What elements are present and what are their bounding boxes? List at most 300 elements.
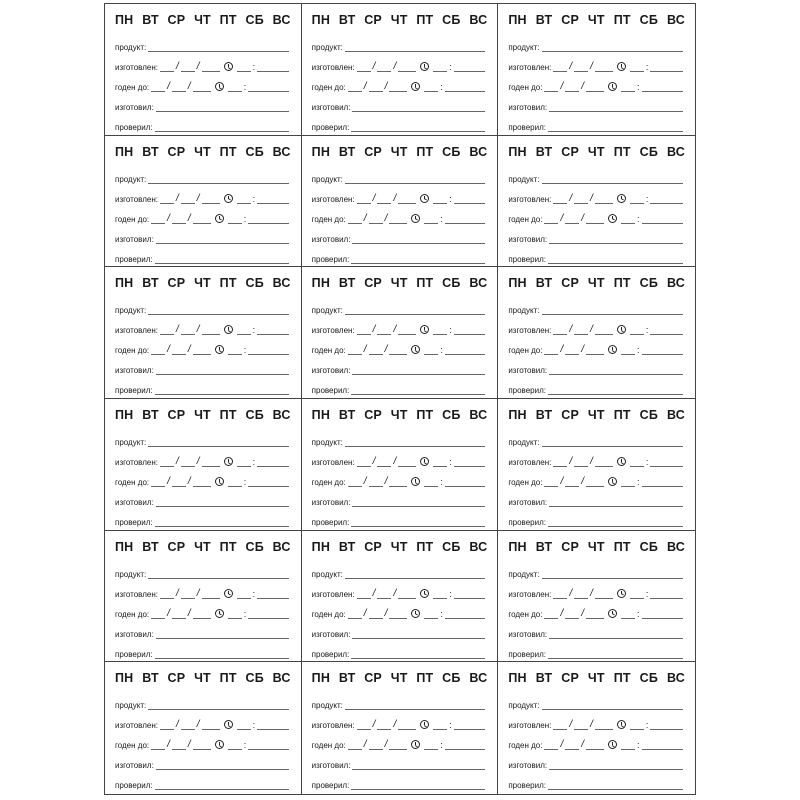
day-field[interactable] (553, 324, 567, 335)
product-field[interactable] (345, 173, 485, 184)
year-field[interactable] (398, 719, 416, 730)
hour-field[interactable] (228, 739, 242, 750)
weekday-2[interactable]: СР (364, 144, 382, 159)
hour-field[interactable] (237, 456, 251, 467)
day-field[interactable] (160, 324, 174, 335)
checked-by-field[interactable] (351, 121, 485, 132)
weekday-1[interactable]: ВТ (142, 276, 159, 291)
weekday-0[interactable]: ПН (311, 13, 331, 27)
minute-field[interactable] (248, 608, 288, 619)
day-field[interactable] (151, 608, 165, 619)
weekday-4[interactable]: ПТ (613, 144, 631, 159)
weekday-2[interactable]: СР (167, 276, 186, 291)
weekday-6[interactable]: ВС (667, 13, 685, 27)
hour-field[interactable] (228, 213, 242, 224)
hour-field[interactable] (433, 324, 447, 335)
year-field[interactable] (586, 81, 604, 92)
hour-field[interactable] (621, 739, 635, 750)
day-field[interactable] (357, 588, 371, 599)
weekday-4[interactable]: ПТ (613, 671, 631, 686)
checked-by-field[interactable] (155, 648, 289, 659)
checked-by-field[interactable] (351, 648, 485, 659)
hour-field[interactable] (237, 324, 251, 335)
product-field[interactable] (148, 568, 288, 579)
month-field[interactable] (565, 81, 579, 92)
product-field[interactable] (345, 568, 485, 579)
weekday-3[interactable]: ЧТ (194, 144, 211, 159)
hour-field[interactable] (630, 456, 644, 467)
year-field[interactable] (202, 324, 220, 335)
month-field[interactable] (377, 193, 391, 204)
made-by-field[interactable] (549, 628, 683, 639)
minute-field[interactable] (248, 476, 288, 487)
day-field[interactable] (357, 61, 371, 72)
hour-field[interactable] (621, 344, 635, 355)
weekday-4[interactable]: ПТ (416, 276, 434, 291)
weekday-3[interactable]: ЧТ (587, 671, 605, 686)
month-field[interactable] (172, 213, 186, 224)
day-field[interactable] (151, 739, 165, 750)
weekday-6[interactable]: ВС (272, 408, 291, 422)
minute-field[interactable] (454, 719, 486, 730)
weekday-5[interactable]: СБ (639, 671, 659, 686)
month-field[interactable] (181, 193, 195, 204)
weekday-0[interactable]: ПН (508, 671, 527, 686)
hour-field[interactable] (630, 719, 644, 730)
weekday-0[interactable]: ПН (311, 539, 331, 554)
minute-field[interactable] (454, 324, 486, 335)
year-field[interactable] (586, 739, 604, 750)
hour-field[interactable] (228, 81, 242, 92)
hour-field[interactable] (424, 344, 438, 355)
product-field[interactable] (542, 304, 683, 315)
product-field[interactable] (148, 436, 288, 447)
product-field[interactable] (542, 41, 683, 52)
weekday-2[interactable]: СР (167, 539, 186, 554)
minute-field[interactable] (445, 213, 485, 224)
month-field[interactable] (377, 61, 391, 72)
year-field[interactable] (202, 719, 220, 730)
day-field[interactable] (553, 588, 567, 599)
weekday-3[interactable]: ЧТ (587, 408, 605, 422)
hour-field[interactable] (228, 476, 242, 487)
minute-field[interactable] (445, 344, 485, 355)
month-field[interactable] (574, 456, 588, 467)
year-field[interactable] (202, 61, 220, 72)
minute-field[interactable] (257, 719, 289, 730)
minute-field[interactable] (445, 739, 485, 750)
day-field[interactable] (544, 476, 558, 487)
day-field[interactable] (544, 81, 558, 92)
minute-field[interactable] (642, 344, 683, 355)
month-field[interactable] (369, 213, 383, 224)
year-field[interactable] (389, 344, 407, 355)
weekday-2[interactable]: СР (561, 276, 579, 291)
made-by-field[interactable] (156, 101, 289, 112)
day-field[interactable] (348, 739, 362, 750)
weekday-3[interactable]: ЧТ (194, 539, 211, 554)
day-field[interactable] (357, 719, 371, 730)
year-field[interactable] (398, 61, 416, 72)
weekday-0[interactable]: ПН (311, 408, 331, 422)
hour-field[interactable] (237, 588, 251, 599)
made-by-field[interactable] (156, 364, 289, 375)
weekday-6[interactable]: ВС (667, 671, 685, 686)
checked-by-field[interactable] (351, 384, 485, 395)
weekday-6[interactable]: ВС (667, 276, 685, 291)
weekday-1[interactable]: ВТ (535, 276, 553, 291)
day-field[interactable] (348, 344, 362, 355)
weekday-0[interactable]: ПН (311, 276, 331, 291)
made-by-field[interactable] (549, 233, 683, 244)
weekday-2[interactable]: СР (364, 539, 382, 554)
month-field[interactable] (369, 739, 383, 750)
checked-by-field[interactable] (155, 121, 289, 132)
weekday-4[interactable]: ПТ (219, 539, 237, 554)
month-field[interactable] (172, 344, 186, 355)
weekday-2[interactable]: СР (364, 408, 382, 422)
weekday-1[interactable]: ВТ (338, 13, 356, 27)
made-by-field[interactable] (549, 759, 683, 770)
day-field[interactable] (544, 608, 558, 619)
weekday-3[interactable]: ЧТ (587, 276, 605, 291)
year-field[interactable] (398, 324, 416, 335)
weekday-4[interactable]: ПТ (219, 408, 237, 422)
weekday-4[interactable]: ПТ (613, 408, 631, 422)
weekday-4[interactable]: ПТ (613, 276, 631, 291)
made-by-field[interactable] (352, 101, 485, 112)
made-by-field[interactable] (352, 364, 485, 375)
year-field[interactable] (398, 456, 416, 467)
month-field[interactable] (565, 608, 579, 619)
year-field[interactable] (389, 739, 407, 750)
made-by-field[interactable] (156, 233, 289, 244)
weekday-0[interactable]: ПН (115, 671, 134, 686)
hour-field[interactable] (228, 344, 242, 355)
month-field[interactable] (574, 719, 588, 730)
weekday-1[interactable]: ВТ (338, 144, 356, 159)
weekday-2[interactable]: СР (167, 408, 186, 422)
minute-field[interactable] (257, 588, 289, 599)
year-field[interactable] (595, 61, 613, 72)
year-field[interactable] (193, 81, 211, 92)
product-field[interactable] (148, 699, 288, 710)
hour-field[interactable] (621, 81, 635, 92)
product-field[interactable] (345, 304, 485, 315)
weekday-5[interactable]: СБ (442, 671, 461, 686)
weekday-2[interactable]: СР (364, 671, 382, 686)
weekday-3[interactable]: ЧТ (587, 13, 605, 27)
hour-field[interactable] (630, 193, 644, 204)
minute-field[interactable] (257, 456, 289, 467)
month-field[interactable] (181, 324, 195, 335)
hour-field[interactable] (630, 588, 644, 599)
weekday-5[interactable]: СБ (245, 671, 264, 686)
minute-field[interactable] (445, 476, 485, 487)
minute-field[interactable] (650, 456, 683, 467)
product-field[interactable] (345, 699, 485, 710)
weekday-6[interactable]: ВС (272, 276, 291, 291)
minute-field[interactable] (650, 193, 683, 204)
day-field[interactable] (348, 476, 362, 487)
month-field[interactable] (369, 608, 383, 619)
hour-field[interactable] (228, 608, 242, 619)
hour-field[interactable] (237, 719, 251, 730)
weekday-0[interactable]: ПН (115, 13, 134, 27)
weekday-3[interactable]: ЧТ (390, 539, 408, 554)
month-field[interactable] (172, 608, 186, 619)
hour-field[interactable] (237, 61, 251, 72)
year-field[interactable] (193, 608, 211, 619)
day-field[interactable] (357, 324, 371, 335)
hour-field[interactable] (424, 81, 438, 92)
minute-field[interactable] (650, 588, 683, 599)
day-field[interactable] (151, 213, 165, 224)
weekday-1[interactable]: ВТ (535, 144, 553, 159)
weekday-3[interactable]: ЧТ (390, 13, 408, 27)
checked-by-field[interactable] (548, 516, 683, 527)
weekday-1[interactable]: ВТ (535, 671, 553, 686)
hour-field[interactable] (621, 608, 635, 619)
weekday-5[interactable]: СБ (245, 144, 264, 159)
weekday-1[interactable]: ВТ (142, 539, 159, 554)
weekday-0[interactable]: ПН (115, 539, 134, 554)
product-field[interactable] (542, 436, 683, 447)
month-field[interactable] (377, 324, 391, 335)
weekday-1[interactable]: ВТ (535, 13, 553, 27)
weekday-0[interactable]: ПН (508, 144, 527, 159)
weekday-6[interactable]: ВС (667, 539, 685, 554)
day-field[interactable] (151, 476, 165, 487)
minute-field[interactable] (642, 739, 683, 750)
made-by-field[interactable] (352, 233, 485, 244)
year-field[interactable] (595, 324, 613, 335)
year-field[interactable] (202, 193, 220, 204)
minute-field[interactable] (454, 193, 486, 204)
month-field[interactable] (565, 739, 579, 750)
minute-field[interactable] (248, 81, 288, 92)
weekday-3[interactable]: ЧТ (194, 276, 211, 291)
year-field[interactable] (389, 476, 407, 487)
weekday-3[interactable]: ЧТ (587, 539, 605, 554)
weekday-3[interactable]: ЧТ (194, 13, 211, 27)
year-field[interactable] (193, 213, 211, 224)
day-field[interactable] (160, 456, 174, 467)
weekday-0[interactable]: ПН (115, 276, 134, 291)
month-field[interactable] (377, 588, 391, 599)
weekday-0[interactable]: ПН (115, 144, 134, 159)
day-field[interactable] (544, 344, 558, 355)
weekday-4[interactable]: ПТ (219, 276, 237, 291)
minute-field[interactable] (257, 193, 289, 204)
made-by-field[interactable] (549, 364, 683, 375)
weekday-5[interactable]: СБ (245, 13, 264, 27)
checked-by-field[interactable] (155, 384, 289, 395)
day-field[interactable] (357, 193, 371, 204)
minute-field[interactable] (454, 61, 486, 72)
weekday-5[interactable]: СБ (442, 408, 461, 422)
weekday-0[interactable]: ПН (311, 671, 331, 686)
hour-field[interactable] (237, 193, 251, 204)
weekday-3[interactable]: ЧТ (194, 671, 211, 686)
product-field[interactable] (148, 304, 288, 315)
year-field[interactable] (389, 81, 407, 92)
weekday-4[interactable]: ПТ (416, 144, 434, 159)
year-field[interactable] (595, 456, 613, 467)
made-by-field[interactable] (352, 628, 485, 639)
month-field[interactable] (172, 476, 186, 487)
weekday-2[interactable]: СР (167, 671, 186, 686)
made-by-field[interactable] (156, 496, 289, 507)
weekday-6[interactable]: ВС (667, 144, 685, 159)
minute-field[interactable] (257, 61, 289, 72)
weekday-6[interactable]: ВС (667, 408, 685, 422)
year-field[interactable] (193, 739, 211, 750)
weekday-6[interactable]: ВС (469, 276, 488, 291)
weekday-6[interactable]: ВС (469, 408, 488, 422)
month-field[interactable] (574, 324, 588, 335)
month-field[interactable] (172, 81, 186, 92)
checked-by-field[interactable] (548, 384, 683, 395)
weekday-6[interactable]: ВС (272, 539, 291, 554)
day-field[interactable] (348, 81, 362, 92)
weekday-0[interactable]: ПН (115, 408, 134, 422)
weekday-2[interactable]: СР (561, 144, 579, 159)
minute-field[interactable] (642, 213, 683, 224)
month-field[interactable] (565, 213, 579, 224)
hour-field[interactable] (630, 324, 644, 335)
weekday-2[interactable]: СР (561, 13, 579, 27)
year-field[interactable] (398, 193, 416, 204)
year-field[interactable] (586, 213, 604, 224)
minute-field[interactable] (248, 739, 288, 750)
hour-field[interactable] (424, 213, 438, 224)
made-by-field[interactable] (549, 496, 683, 507)
weekday-2[interactable]: СР (561, 408, 579, 422)
month-field[interactable] (565, 344, 579, 355)
minute-field[interactable] (642, 476, 683, 487)
month-field[interactable] (181, 719, 195, 730)
weekday-5[interactable]: СБ (639, 144, 659, 159)
weekday-4[interactable]: ПТ (219, 13, 237, 27)
year-field[interactable] (586, 344, 604, 355)
weekday-3[interactable]: ЧТ (390, 144, 408, 159)
day-field[interactable] (160, 193, 174, 204)
weekday-2[interactable]: СР (167, 144, 186, 159)
month-field[interactable] (369, 344, 383, 355)
month-field[interactable] (181, 588, 195, 599)
year-field[interactable] (595, 193, 613, 204)
year-field[interactable] (389, 608, 407, 619)
hour-field[interactable] (433, 588, 447, 599)
checked-by-field[interactable] (351, 516, 485, 527)
checked-by-field[interactable] (351, 779, 485, 790)
hour-field[interactable] (433, 61, 447, 72)
month-field[interactable] (172, 739, 186, 750)
day-field[interactable] (544, 213, 558, 224)
month-field[interactable] (369, 81, 383, 92)
hour-field[interactable] (621, 476, 635, 487)
minute-field[interactable] (248, 213, 288, 224)
weekday-1[interactable]: ВТ (142, 408, 159, 422)
weekday-5[interactable]: СБ (639, 408, 659, 422)
month-field[interactable] (181, 61, 195, 72)
weekday-1[interactable]: ВТ (535, 539, 553, 554)
month-field[interactable] (574, 588, 588, 599)
weekday-2[interactable]: СР (167, 13, 186, 27)
day-field[interactable] (348, 608, 362, 619)
weekday-0[interactable]: ПН (508, 539, 527, 554)
weekday-5[interactable]: СБ (245, 539, 264, 554)
weekday-0[interactable]: ПН (508, 13, 527, 27)
year-field[interactable] (202, 588, 220, 599)
hour-field[interactable] (433, 456, 447, 467)
weekday-2[interactable]: СР (364, 13, 382, 27)
checked-by-field[interactable] (548, 648, 683, 659)
day-field[interactable] (553, 193, 567, 204)
minute-field[interactable] (445, 81, 485, 92)
month-field[interactable] (574, 61, 588, 72)
year-field[interactable] (389, 213, 407, 224)
product-field[interactable] (345, 41, 485, 52)
weekday-3[interactable]: ЧТ (587, 144, 605, 159)
month-field[interactable] (574, 193, 588, 204)
weekday-6[interactable]: ВС (272, 144, 291, 159)
made-by-field[interactable] (352, 759, 485, 770)
weekday-1[interactable]: ВТ (142, 671, 159, 686)
weekday-6[interactable]: ВС (272, 671, 291, 686)
checked-by-field[interactable] (548, 121, 683, 132)
year-field[interactable] (398, 588, 416, 599)
minute-field[interactable] (650, 61, 683, 72)
weekday-3[interactable]: ЧТ (390, 408, 408, 422)
weekday-3[interactable]: ЧТ (390, 276, 408, 291)
month-field[interactable] (377, 719, 391, 730)
checked-by-field[interactable] (155, 779, 289, 790)
checked-by-field[interactable] (351, 253, 485, 264)
month-field[interactable] (377, 456, 391, 467)
day-field[interactable] (160, 61, 174, 72)
weekday-1[interactable]: ВТ (535, 408, 553, 422)
day-field[interactable] (151, 81, 165, 92)
hour-field[interactable] (424, 739, 438, 750)
minute-field[interactable] (454, 588, 486, 599)
hour-field[interactable] (621, 213, 635, 224)
day-field[interactable] (553, 61, 567, 72)
day-field[interactable] (553, 719, 567, 730)
weekday-5[interactable]: СБ (442, 539, 461, 554)
day-field[interactable] (544, 739, 558, 750)
year-field[interactable] (193, 476, 211, 487)
weekday-5[interactable]: СБ (442, 144, 461, 159)
weekday-4[interactable]: ПТ (613, 13, 631, 27)
made-by-field[interactable] (549, 101, 683, 112)
weekday-5[interactable]: СБ (639, 13, 659, 27)
year-field[interactable] (586, 476, 604, 487)
product-field[interactable] (542, 173, 683, 184)
product-field[interactable] (542, 568, 683, 579)
product-field[interactable] (148, 41, 288, 52)
year-field[interactable] (595, 719, 613, 730)
weekday-4[interactable]: ПТ (416, 408, 434, 422)
day-field[interactable] (348, 213, 362, 224)
checked-by-field[interactable] (155, 516, 289, 527)
weekday-1[interactable]: ВТ (142, 144, 159, 159)
weekday-4[interactable]: ПТ (219, 144, 237, 159)
product-field[interactable] (345, 436, 485, 447)
weekday-3[interactable]: ЧТ (390, 671, 408, 686)
checked-by-field[interactable] (548, 253, 683, 264)
